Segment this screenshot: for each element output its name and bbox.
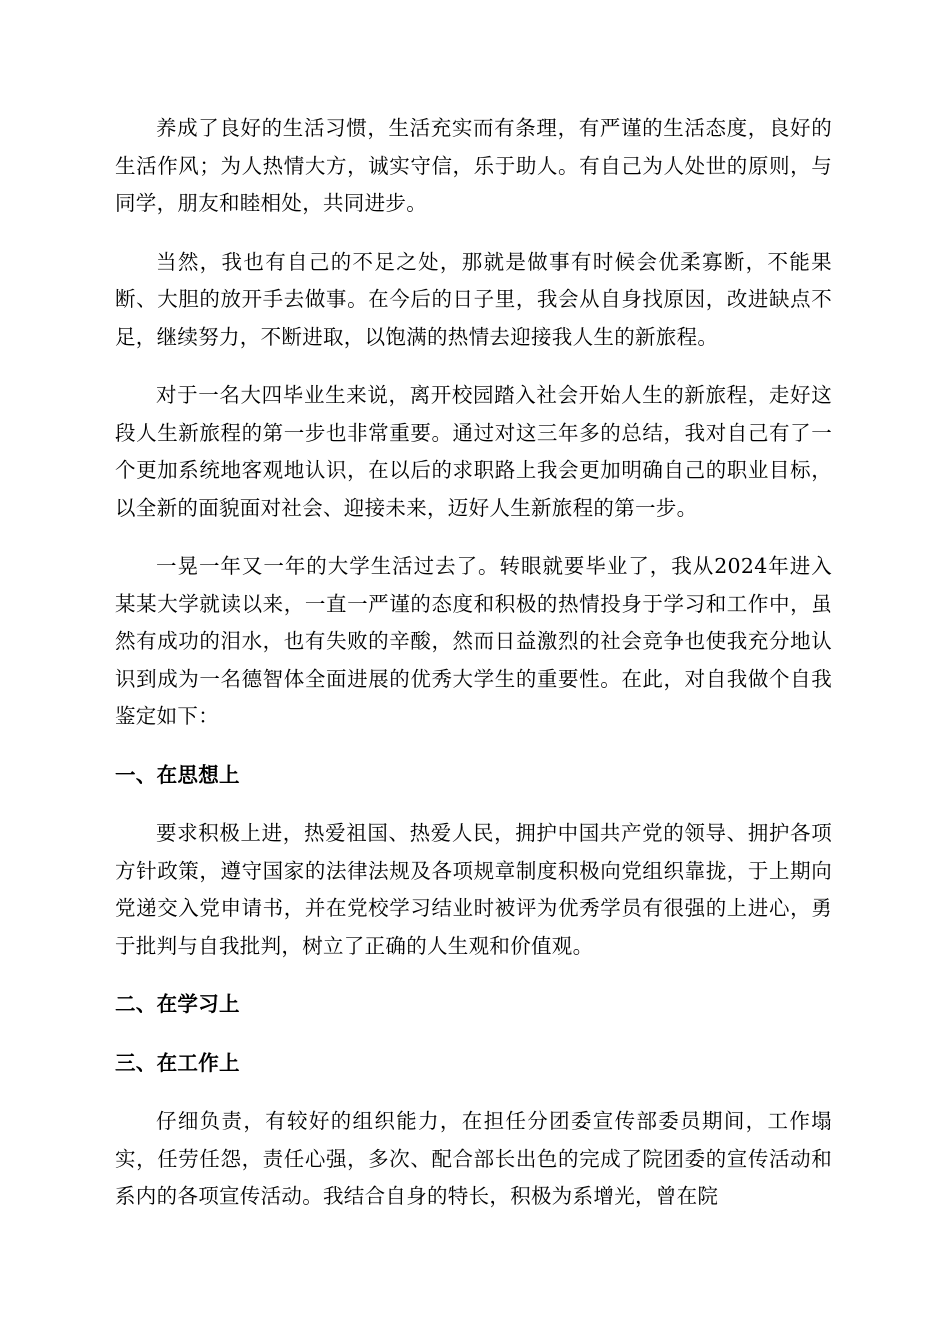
paragraph-introduction: 一晃一年又一年的大学生活过去了。转眼就要毕业了，我从2024年进入某某大学就读以来，一直一严谨的态度和积极的热情投身于学习和工作中，虽然有成功的泪水，也有失败的辛酸，然而日益激烈的社会竞争也使我充分地认识到成为一名德智体全面进展的优秀大学生的重要性。在此，对自我做个自我鉴定如下：	[115, 554, 832, 728]
paragraph-ideology: 要求积极上进，热爱祖国、热爱人民，拥护中国共产党的领导、拥护各项方针政策，遵守国家的法律法规及各项规章制度积极向党组织靠拢，于上期向党递交入党申请书，并在党校学习结业时被评为优秀学员有很强的上进心，勇于批判与自我批判，树立了正确的人生观和价值观。	[115, 821, 832, 958]
paragraph-graduation: 对于一名大四毕业生来说，离开校园踏入社会开始人生的新旅程，走好这段人生新旅程的第一步也非常重要。通过对这三年多的总结，我对自己有了一个更加系统地客观地认识，在以后的求职路上我会更加明确自己的职业目标，以全新的面貌面对社会、迎接未来，迈好人生新旅程的第一步。	[115, 383, 832, 520]
paragraph-work: 仔细负责，有较好的组织能力，在担任分团委宣传部委员期间，工作塌实，任劳任怨，责任心强，多次、配合部长出色的完成了院团委的宣传活动和系内的各项宣传活动。我结合自身的特长，积极为系增光，曾在院	[115, 1109, 832, 1208]
paragraph-living-habits: 养成了良好的生活习惯，生活充实而有条理，有严谨的生活态度，良好的生活作风；为人热情大方，诚实守信，乐于助人。有自己为人处世的原则，与同学，朋友和睦相处，共同进步。	[115, 116, 832, 215]
heading-study: 二、在学习上	[115, 992, 240, 1016]
heading-ideology: 一、在思想上	[115, 762, 240, 787]
heading-work: 三、在工作上	[115, 1050, 240, 1075]
paragraph-shortcomings: 当然，我也有自己的不足之处，那就是做事有时候会优柔寡断，不能果断、大胆的放开手去做事。在今后的日子里，我会从自身找原因，改进缺点不足，继续努力，不断进取，以饱满的热情去迎接我人生的新旅程。	[115, 249, 832, 349]
